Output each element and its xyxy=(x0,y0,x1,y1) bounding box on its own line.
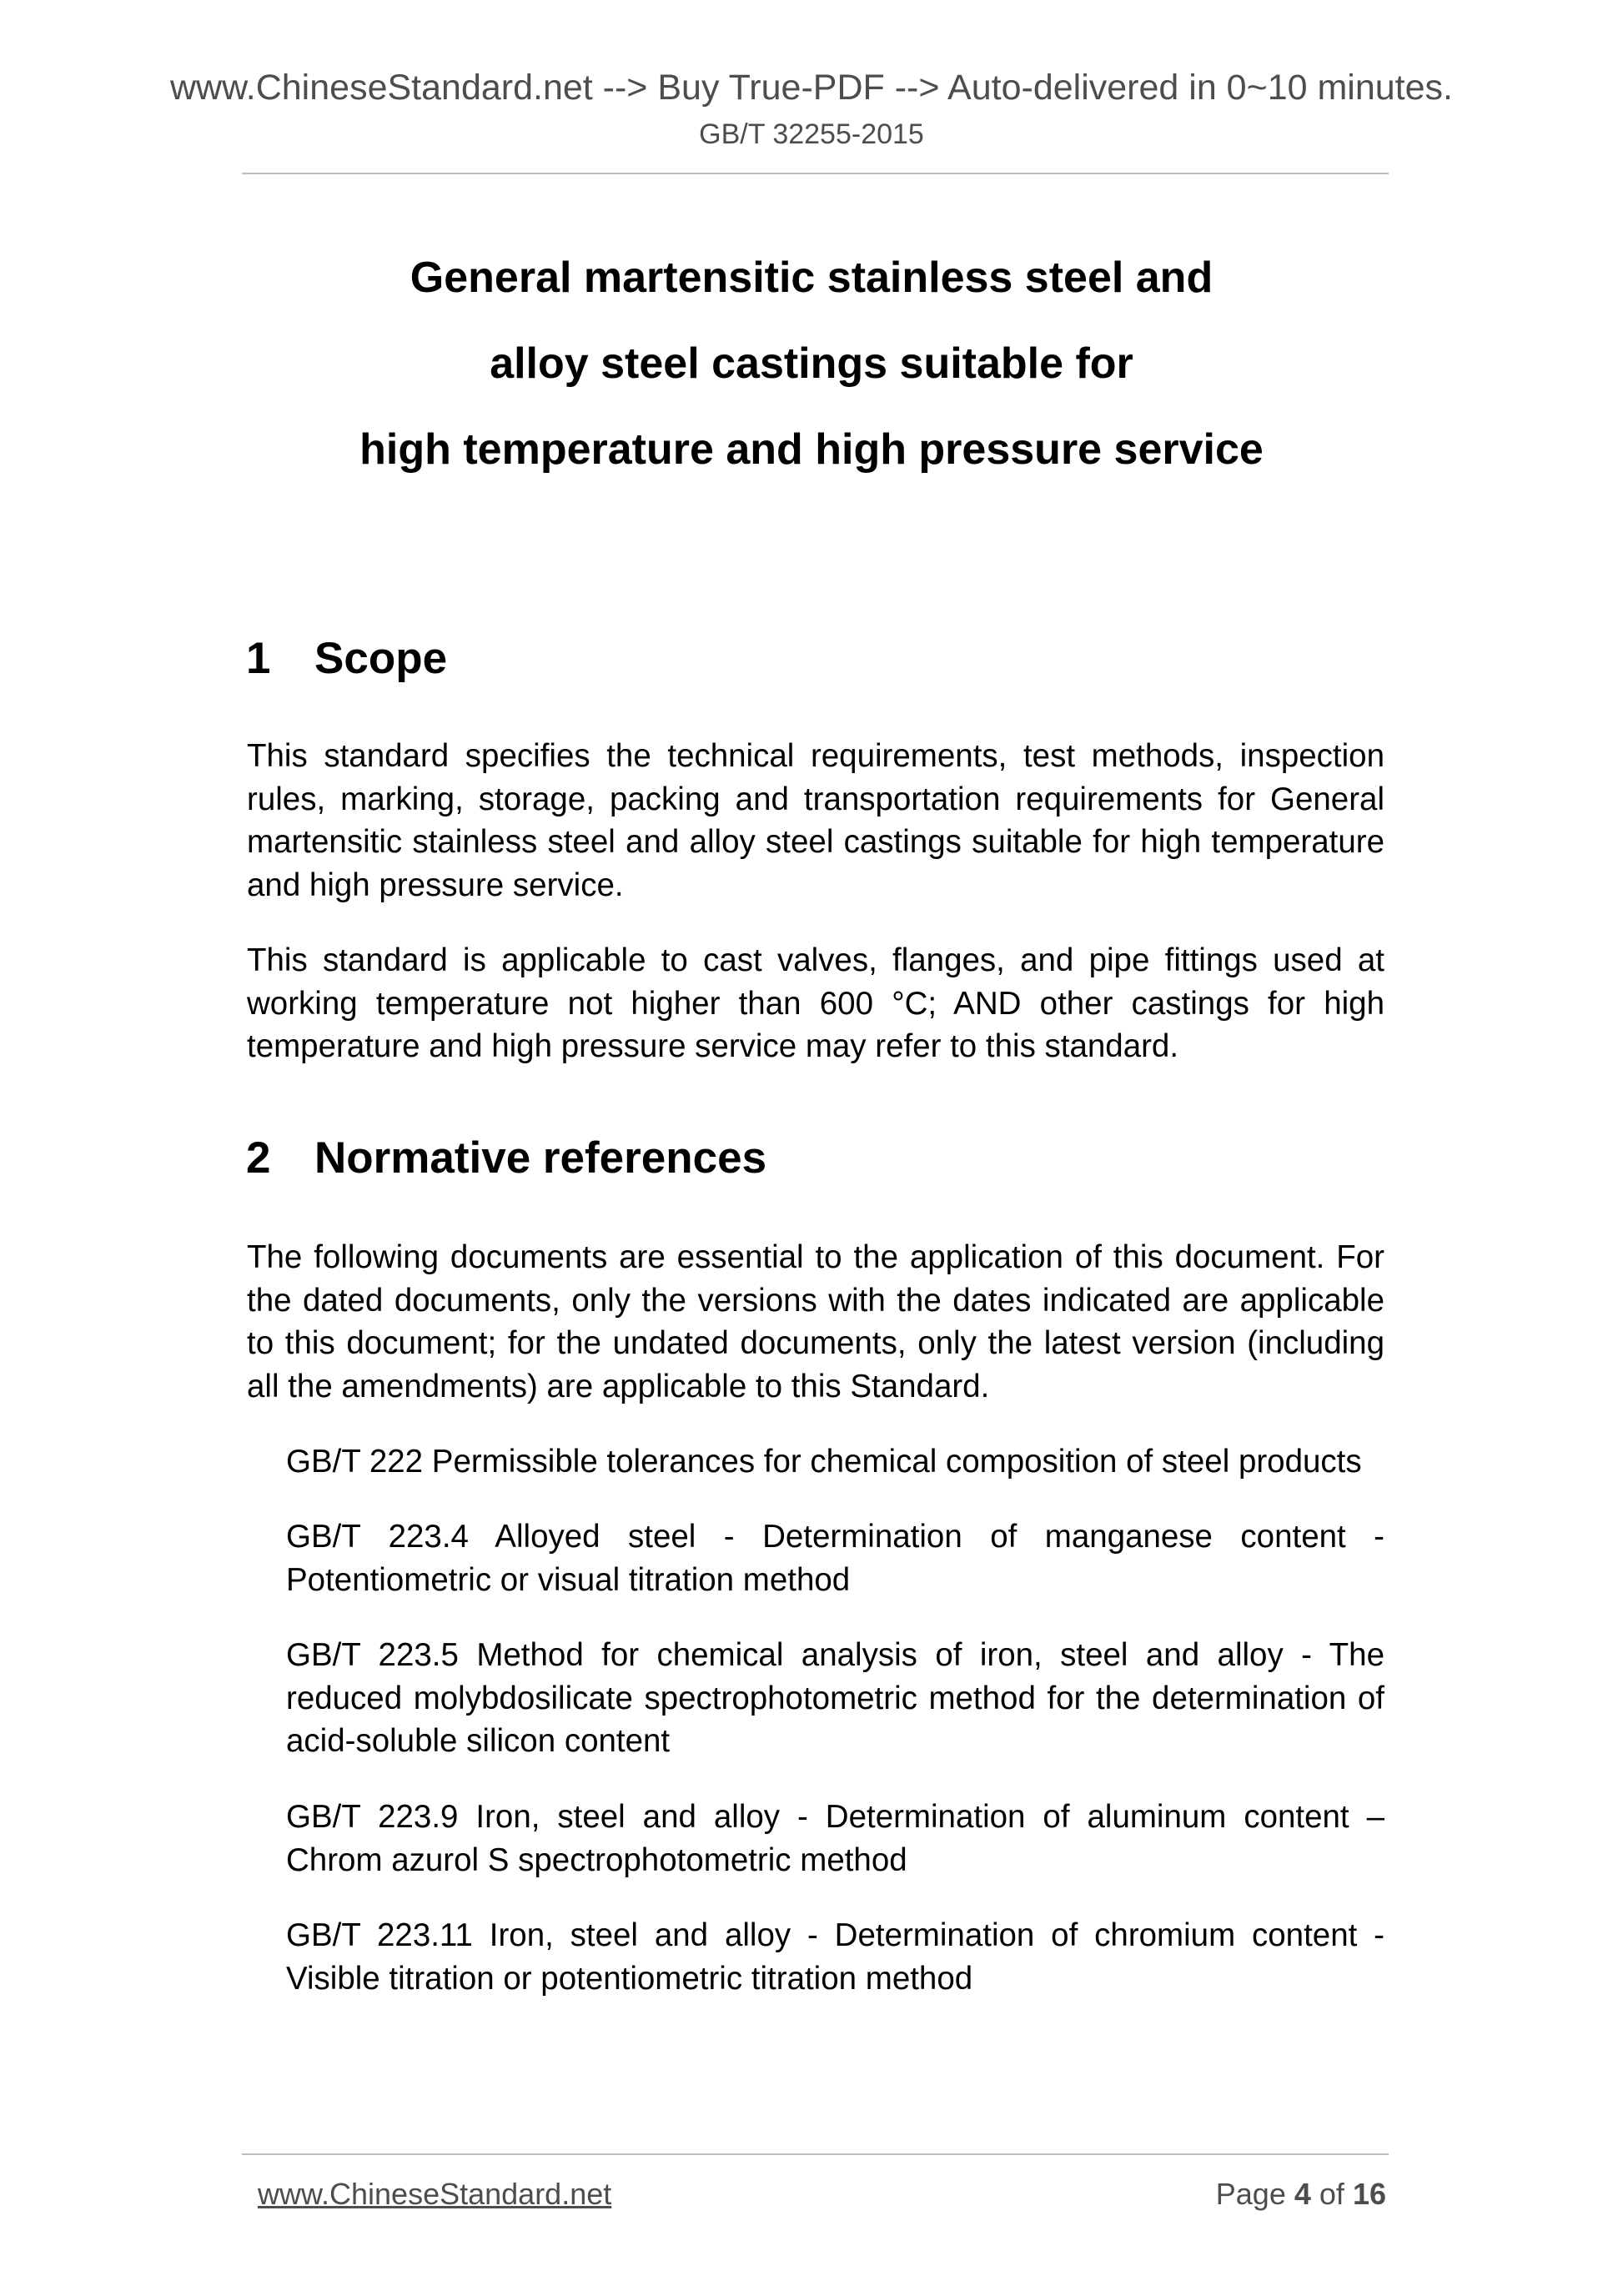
header-divider xyxy=(242,173,1389,174)
page-total: 16 xyxy=(1352,2177,1386,2211)
footer-website-link[interactable]: www.ChineseStandard.net xyxy=(258,2177,612,2211)
page-prefix: Page xyxy=(1215,2177,1286,2211)
normative-references-intro: The following documents are essential to the application of this document. For the dated documents, only the versions with the dates indicated are applicable to this document; for the undated documents, only the latest version (including all the amendments) are applicable to this Standard. xyxy=(247,1239,1384,1404)
title-line-3: high temperature and high pressure service xyxy=(359,425,1264,474)
page-current: 4 xyxy=(1294,2177,1311,2211)
section-number: 2 xyxy=(246,1133,271,1183)
title-line-1: General martensitic stainless steel and xyxy=(410,254,1213,302)
section-number: 1 xyxy=(246,634,271,683)
document-title xyxy=(0,235,1623,493)
reference-item: GB/T 223.9 Iron, steel and alloy - Determination of aluminum content – Chrom azurol S spectrophotometric method xyxy=(286,1799,1384,1878)
section-heading-scope xyxy=(246,632,447,686)
page-of: of xyxy=(1319,2177,1344,2211)
scope-paragraph-2: This standard is applicable to cast valves, flanges, and pipe fittings used at working temperature not higher than 600 °C; AND other castings for high temperature and high pressure service may refer to this standard. xyxy=(247,942,1384,1064)
header-standard-number: GB/T 32255-2015 xyxy=(699,118,924,150)
reference-item: GB/T 222 Permissible tolerances for chemical composition of steel products xyxy=(286,1444,1362,1480)
title-line-2: alloy steel castings suitable for xyxy=(490,339,1133,388)
section-title: Normative references xyxy=(314,1133,767,1183)
footer-divider xyxy=(242,2153,1389,2155)
page-indicator xyxy=(1216,2175,1386,2213)
header-banner: www.ChineseStandard.net --> Buy True-PDF --> Auto-delivered in 0~10 minutes. xyxy=(169,68,1453,108)
reference-item: GB/T 223.5 Method for chemical analysis of iron, steel and alloy - The reduced molybdosilicate spectrophotometric method for the determination of acid-soluble silicon content xyxy=(286,1637,1384,1759)
reference-item: GB/T 223.11 Iron, steel and alloy - Determination of chromium content - Visible titration or potentiometric titration method xyxy=(286,1917,1384,1997)
reference-item: GB/T 223.4 Alloyed steel - Determination of manganese content - Potentiometric or visual titration method xyxy=(286,1519,1384,1598)
scope-paragraph-1: This standard specifies the technical requirements, test methods, inspection rules, marking, storage, packing and transportation requirements for General martensitic stainless steel and alloy steel castings suitable for high temperature and high pressure service. xyxy=(247,738,1384,903)
section-title: Scope xyxy=(314,634,448,683)
section-heading-normative-references xyxy=(246,1132,766,1185)
